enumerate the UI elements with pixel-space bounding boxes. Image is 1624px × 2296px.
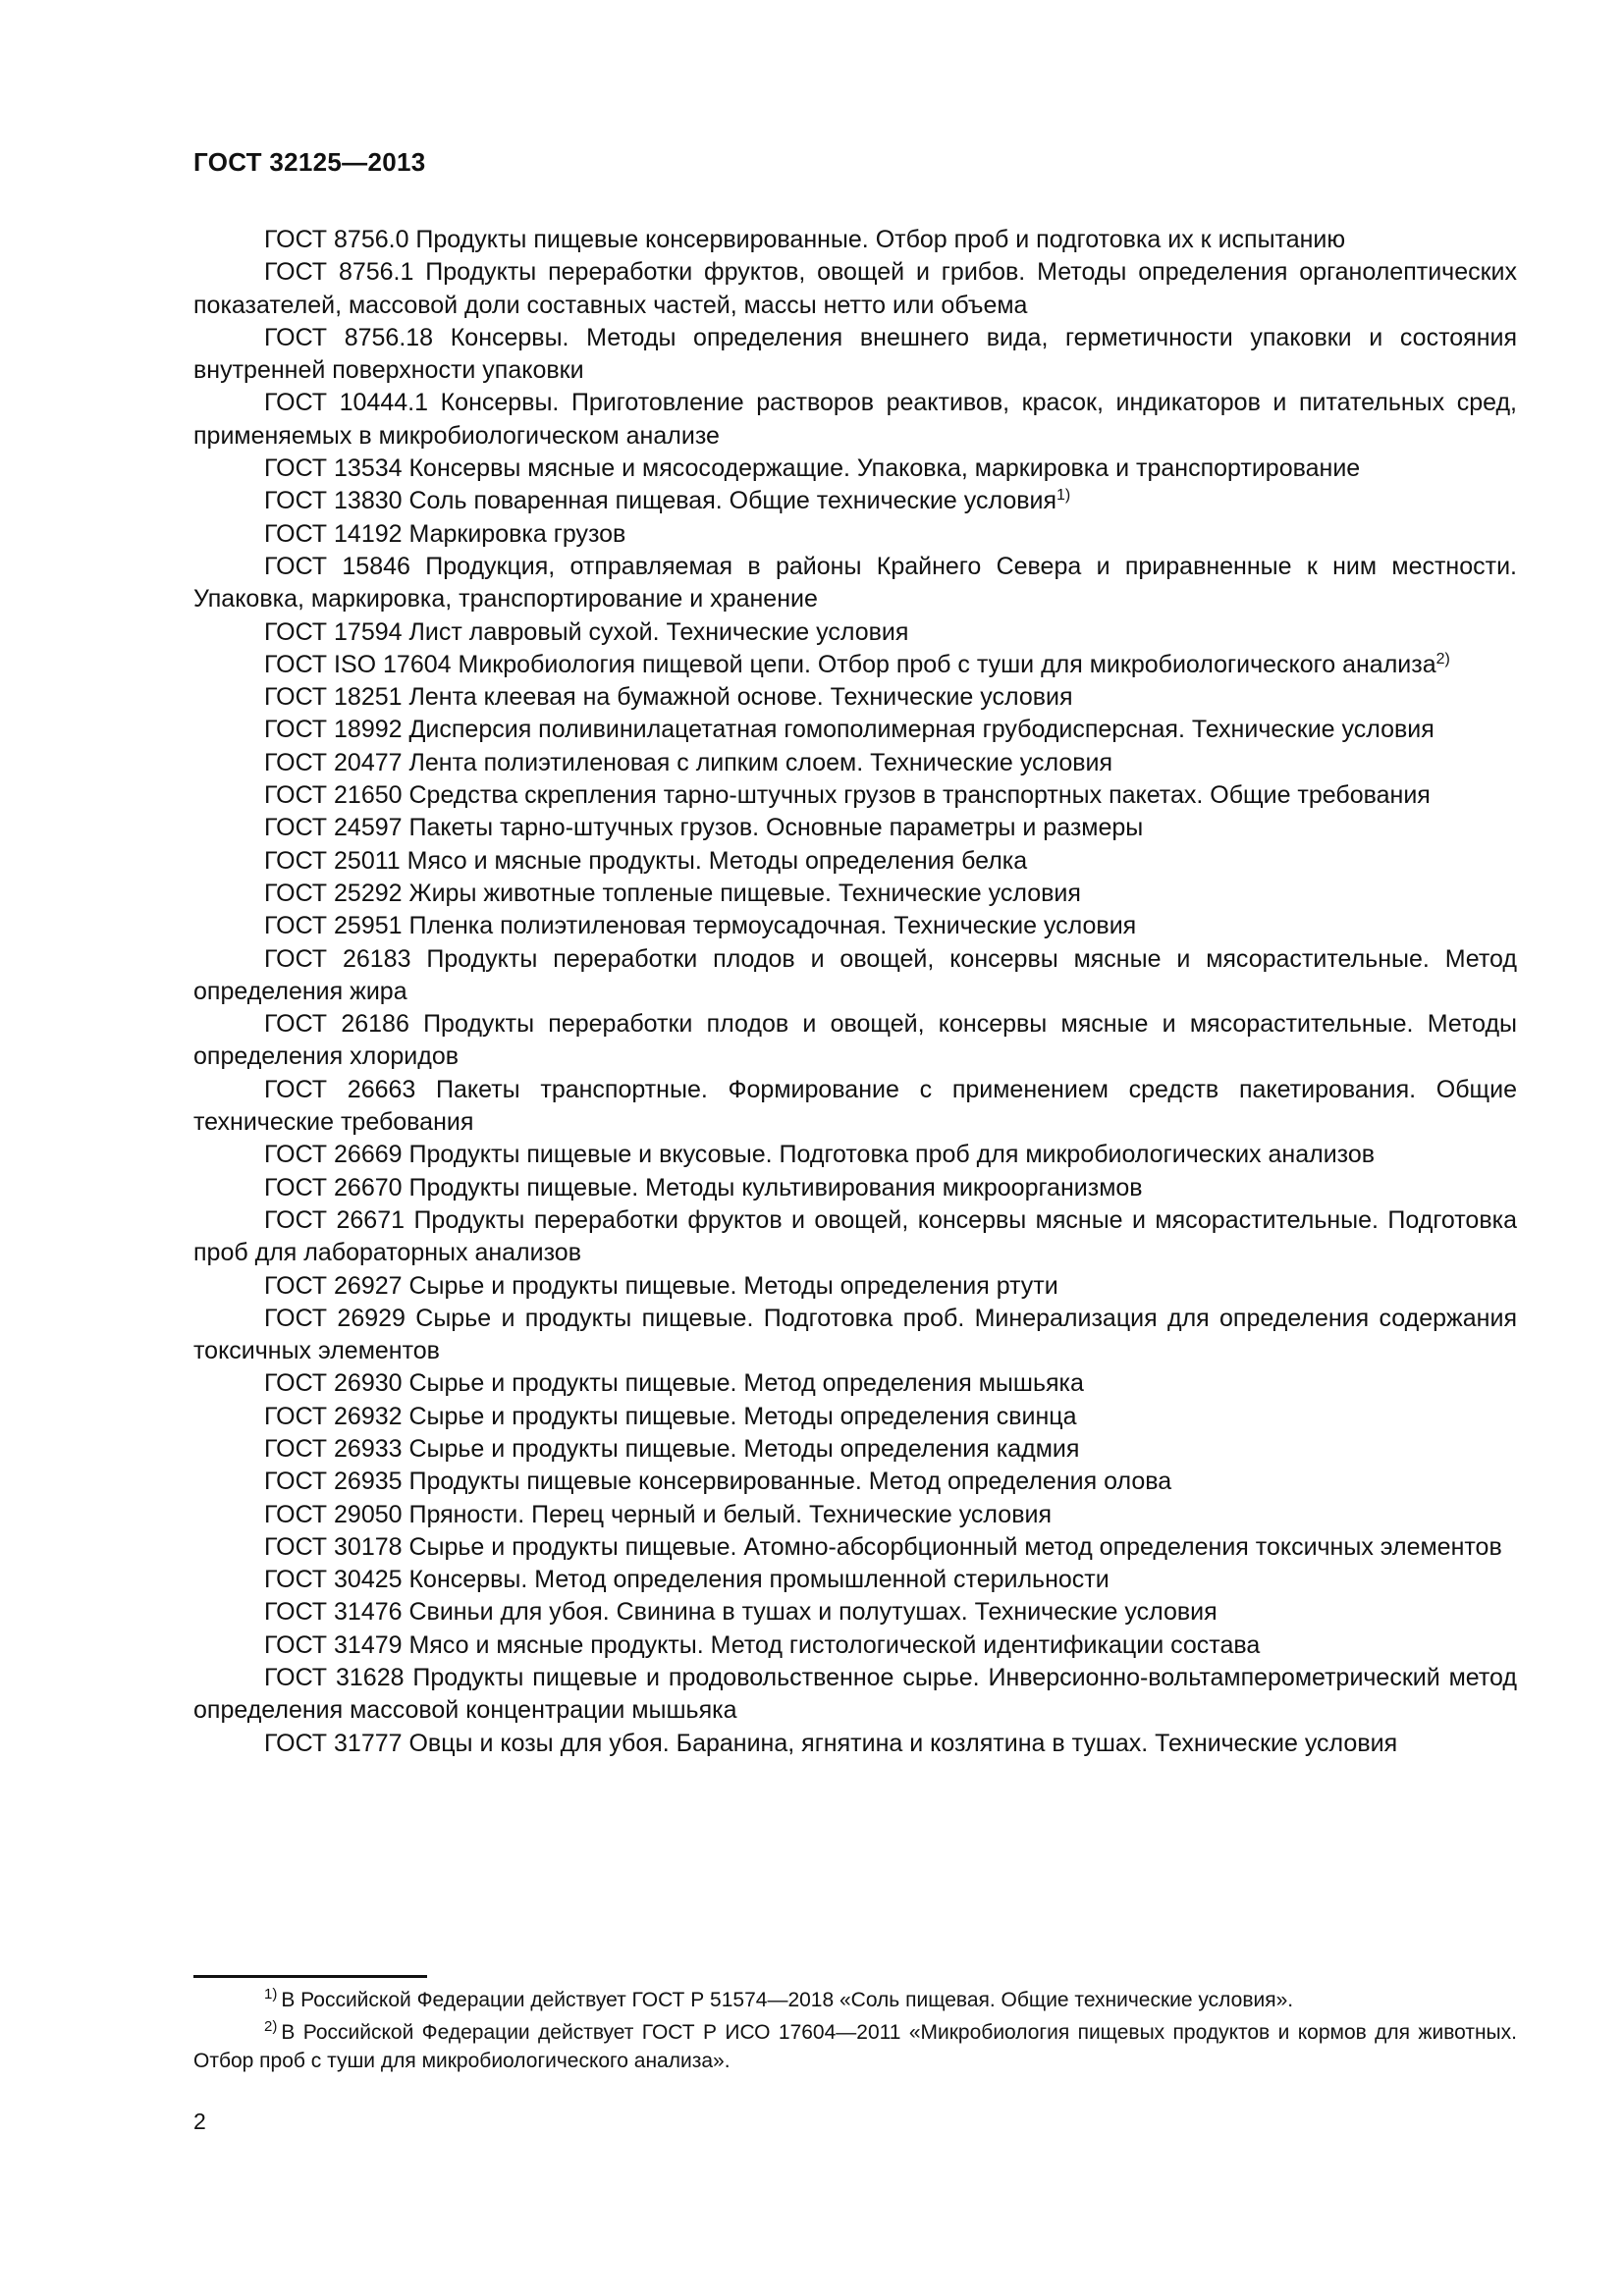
reference-text: ГОСТ 24597 Пакеты тарно-штучных грузов. Основные параметры и размеры xyxy=(264,814,1144,842)
reference-text: ГОСТ 25292 Жиры животные топленые пищевые. Технические условия xyxy=(264,879,1081,907)
reference-text: ГОСТ 13534 Консервы мясные и мясосодержащие. Упаковка, маркировка и транспортирование xyxy=(264,454,1361,483)
reference-entry xyxy=(193,910,1517,942)
reference-entry xyxy=(193,518,1517,551)
reference-entry xyxy=(193,224,1517,256)
reference-text: ГОСТ 26671 Продукты переработки фруктов и овощей, консервы мясные и мясорастительные. Подготовка проб для лабораторных анализов xyxy=(193,1205,1517,1267)
reference-text: ГОСТ 26183 Продукты переработки плодов и овощей, консервы мясные и мясорастительные. Метод определения жира xyxy=(193,944,1517,1005)
reference-entry xyxy=(193,616,1517,649)
reference-entry xyxy=(193,1204,1517,1270)
reference-entry xyxy=(193,1466,1517,1498)
reference-entry xyxy=(193,649,1517,681)
reference-text: ГОСТ 29050 Пряности. Перец черный и белый. Технические условия xyxy=(264,1500,1052,1528)
reference-entry xyxy=(193,256,1517,322)
reference-text: ГОСТ 31628 Продукты пищевые и продовольственное сырье. Инверсионно-вольтамперометрический метод определения массовой концентрации мышьяка xyxy=(193,1664,1517,1725)
reference-entry xyxy=(193,1531,1517,1564)
reference-text: ГОСТ 17594 Лист лавровый сухой. Технические условия xyxy=(264,617,909,646)
footnote-separator xyxy=(193,1975,427,1978)
reference-entry xyxy=(193,878,1517,910)
reference-text: ГОСТ 13830 Соль поваренная пищевая. Общие технические условия xyxy=(264,487,1057,515)
reference-text: ГОСТ 18251 Лента клеевая на бумажной основе. Технические условия xyxy=(264,683,1073,712)
reference-text: ГОСТ 14192 Маркировка грузов xyxy=(264,519,626,548)
reference-text: ГОСТ 26935 Продукты пищевые консервированные. Метод определения олова xyxy=(264,1468,1172,1496)
reference-entry xyxy=(193,812,1517,844)
reference-entry xyxy=(193,1008,1517,1074)
reference-entry xyxy=(193,1433,1517,1466)
reference-entry xyxy=(193,1172,1517,1204)
reference-entry xyxy=(193,485,1517,517)
footnote xyxy=(193,1986,1517,2014)
footnote-marker: 1) xyxy=(1056,487,1071,505)
page-number: 2 xyxy=(193,2109,206,2134)
reference-text: ГОСТ 8756.0 Продукты пищевые консервированные. Отбор проб и подготовка их к испытанию xyxy=(264,226,1346,253)
page-header: ГОСТ 32125—2013 xyxy=(193,147,426,177)
reference-entry xyxy=(193,322,1517,388)
reference-entry xyxy=(193,1139,1517,1171)
footnote-mark: 1) xyxy=(264,1986,278,2002)
references-list xyxy=(193,224,1517,1760)
reference-text: ГОСТ 20477 Лента полиэтиленовая с липким слоем. Технические условия xyxy=(264,748,1113,776)
reference-entry xyxy=(193,681,1517,714)
reference-entry xyxy=(193,1401,1517,1433)
reference-entry xyxy=(193,1074,1517,1140)
reference-text: ГОСТ 25951 Пленка полиэтиленовая термоусадочная. Технические условия xyxy=(264,912,1137,940)
footnote-text: В Российской Федерации действует ГОСТ Р ИСО 17604—2011 «Микробиология пищевых продуктов и кормов для животных. Отбор проб с туши для микробиологического анализа». xyxy=(193,2021,1517,2072)
reference-entry xyxy=(193,1564,1517,1596)
reference-text: ГОСТ 26663 Пакеты транспортные. Формирование с применением средств пакетирования. Общие технические требования xyxy=(193,1075,1517,1137)
reference-entry xyxy=(193,1499,1517,1531)
reference-text: ГОСТ 25011 Мясо и мясные продукты. Методы определения белка xyxy=(264,846,1028,875)
reference-entry xyxy=(193,1728,1517,1760)
reference-text: ГОСТ 26186 Продукты переработки плодов и овощей, консервы мясные и мясорастительные. Методы определения хлоридов xyxy=(193,1010,1517,1071)
footnote-mark: 2) xyxy=(264,2018,278,2035)
footnotes xyxy=(193,1986,1517,2079)
reference-text: ГОСТ 26932 Сырье и продукты пищевые. Методы определения свинца xyxy=(264,1402,1077,1430)
reference-entry xyxy=(193,943,1517,1009)
reference-entry xyxy=(193,779,1517,812)
reference-text: ГОСТ 30425 Консервы. Метод определения промышленной стерильности xyxy=(264,1566,1110,1594)
reference-entry xyxy=(193,1629,1517,1662)
reference-text: ГОСТ 26670 Продукты пищевые. Методы культивирования микроорганизмов xyxy=(264,1173,1143,1201)
footnote xyxy=(193,2018,1517,2075)
reference-text: ГОСТ 18992 Дисперсия поливинилацетатная гомополимерная грубодисперсная. Технические условия xyxy=(264,716,1435,744)
reference-entry xyxy=(193,387,1517,453)
reference-entry xyxy=(193,747,1517,779)
reference-text: ГОСТ 26669 Продукты пищевые и вкусовые. Подготовка проб для микробиологических анализов xyxy=(264,1141,1376,1169)
reference-entry xyxy=(193,714,1517,746)
reference-text: ГОСТ 8756.1 Продукты переработки фруктов, овощей и грибов. Методы определения органолептических показателей, массовой доли составных частей, массы нетто или объема xyxy=(193,258,1517,319)
reference-text: ГОСТ 15846 Продукция, отправляемая в районы Крайнего Севера и приравненные к ним местности. Упаковка, маркировка, транспортирование и хранение xyxy=(193,552,1517,614)
reference-text: ГОСТ 30178 Сырье и продукты пищевые. Атомно-абсорбционный метод определения токсичных элементов xyxy=(264,1532,1502,1561)
reference-entry xyxy=(193,1596,1517,1629)
reference-text: ГОСТ ISO 17604 Микробиология пищевой цепи. Отбор проб с туши для микробиологического анализа xyxy=(264,650,1436,678)
reference-text: ГОСТ 31476 Свиньи для убоя. Свинина в тушах и полутушах. Технические условия xyxy=(264,1598,1218,1627)
footnote-marker: 2) xyxy=(1435,650,1450,667)
reference-text: ГОСТ 26930 Сырье и продукты пищевые. Метод определения мышьяка xyxy=(264,1369,1084,1398)
reference-text: ГОСТ 26933 Сырье и продукты пищевые. Методы определения кадмия xyxy=(264,1434,1080,1463)
reference-entry xyxy=(193,551,1517,616)
reference-text: ГОСТ 8756.18 Консервы. Методы определения внешнего вида, герметичности упаковки и состояния внутренней поверхности упаковки xyxy=(193,323,1517,385)
reference-text: ГОСТ 26927 Сырье и продукты пищевые. Методы определения ртути xyxy=(264,1271,1058,1300)
reference-entry xyxy=(193,845,1517,878)
reference-entry xyxy=(193,1662,1517,1728)
reference-entry xyxy=(193,1367,1517,1400)
reference-text: ГОСТ 10444.1 Консервы. Приготовление растворов реактивов, красок, индикаторов и питательных сред, применяемых в микробиологическом анализе xyxy=(193,389,1517,450)
reference-text: ГОСТ 31479 Мясо и мясные продукты. Метод гистологической идентификации состава xyxy=(264,1630,1261,1659)
footnote-text: В Российской Федерации действует ГОСТ Р 51574—2018 «Соль пищевая. Общие технические условия». xyxy=(281,1989,1294,2011)
reference-entry xyxy=(193,1303,1517,1368)
reference-text: ГОСТ 26929 Сырье и продукты пищевые. Подготовка проб. Минерализация для определения содержания токсичных элементов xyxy=(193,1304,1517,1365)
reference-entry xyxy=(193,1270,1517,1303)
reference-entry xyxy=(193,453,1517,485)
reference-text: ГОСТ 21650 Средства скрепления тарно-штучных грузов в транспортных пакетах. Общие требования xyxy=(264,781,1431,810)
reference-text: ГОСТ 31777 Овцы и козы для убоя. Баранина, ягнятина и козлятина в тушах. Технические условия xyxy=(264,1729,1398,1757)
